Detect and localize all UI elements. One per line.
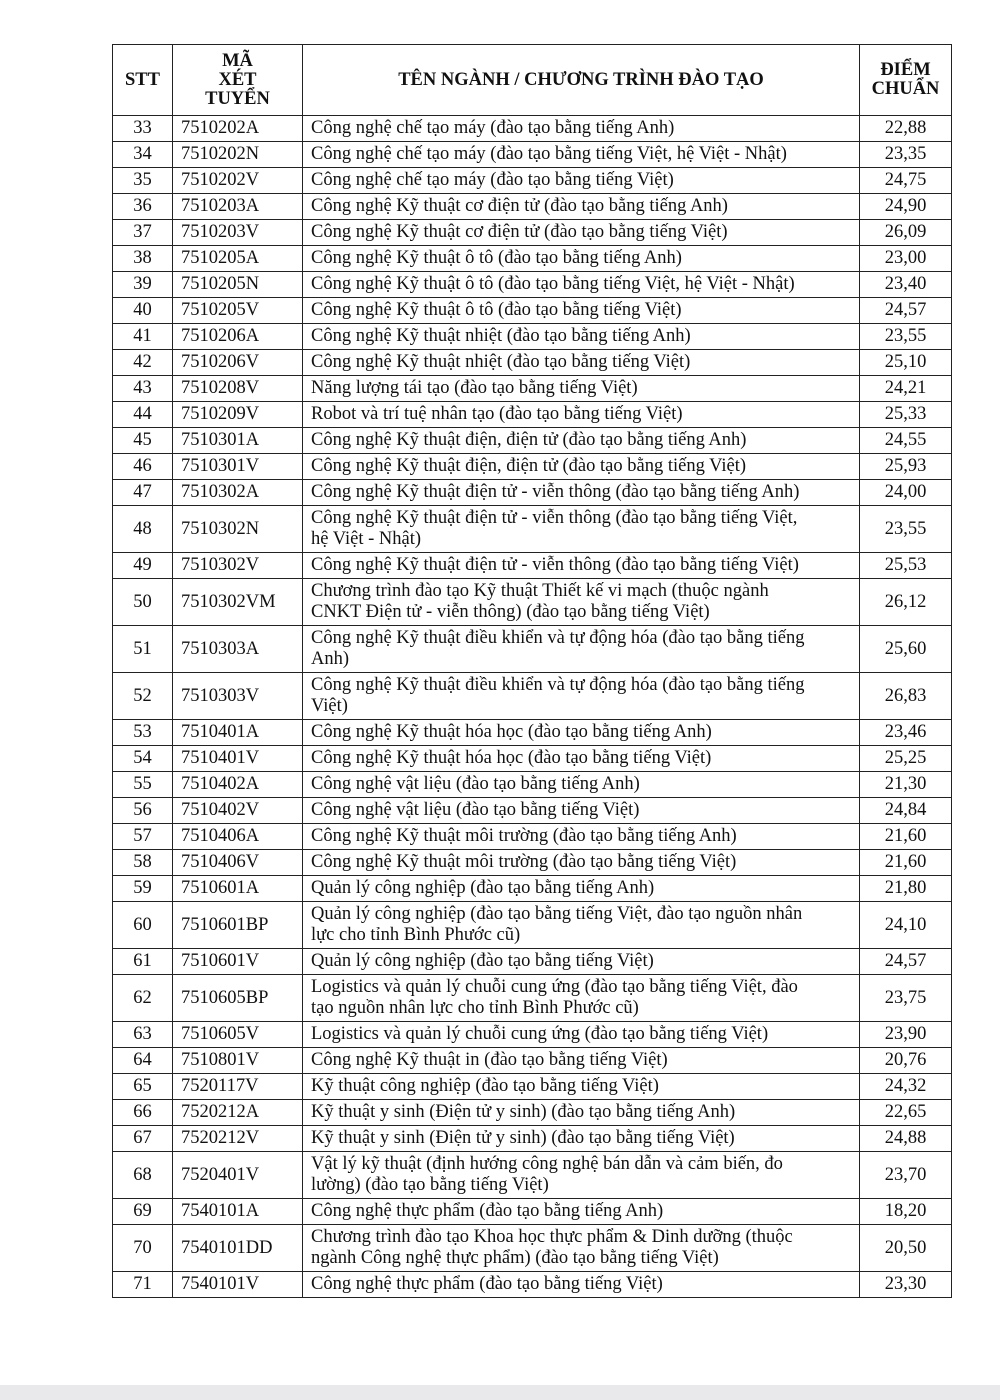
row-stt: 54: [113, 746, 173, 772]
row-score: 24,57: [860, 298, 952, 324]
row-stt: 62: [113, 975, 173, 1022]
row-score: 22,65: [860, 1100, 952, 1126]
row-code: 7510205A: [173, 246, 303, 272]
row-program: Công nghệ Kỹ thuật cơ điện tử (đào tạo bằng tiếng Việt): [303, 220, 860, 246]
row-stt: 59: [113, 876, 173, 902]
row-code: 7510303A: [173, 626, 303, 673]
row-program: Công nghệ Kỹ thuật môi trường (đào tạo bằng tiếng Việt): [303, 850, 860, 876]
row-stt: 36: [113, 194, 173, 220]
row-stt: 43: [113, 376, 173, 402]
row-score: 24,55: [860, 428, 952, 454]
row-code: 7510401V: [173, 746, 303, 772]
table-row: [113, 626, 952, 673]
row-program-line1: Công nghệ Kỹ thuật điện tử - viễn thông (đào tạo bằng tiếng Việt,: [311, 508, 798, 528]
row-stt: 49: [113, 553, 173, 579]
table-row: [113, 673, 952, 720]
row-program-line2: lường) (đào tạo bằng tiếng Việt): [311, 1175, 549, 1195]
table-row: [113, 376, 952, 402]
row-score: 25,10: [860, 350, 952, 376]
row-code: 7510303V: [173, 673, 303, 720]
table-row: [113, 506, 952, 553]
row-stt: 39: [113, 272, 173, 298]
row-code: 7510301A: [173, 428, 303, 454]
row-program: Công nghệ thực phẩm (đào tạo bằng tiếng Việt): [303, 1272, 860, 1298]
row-stt: 48: [113, 506, 173, 553]
row-program: Công nghệ chế tạo máy (đào tạo bằng tiếng Việt, hệ Việt - Nhật): [303, 142, 860, 168]
row-stt: 70: [113, 1225, 173, 1272]
row-program: Công nghệ Kỹ thuật điện, điện tử (đào tạo bằng tiếng Việt): [303, 454, 860, 480]
row-code: 7510402V: [173, 798, 303, 824]
row-stt: 64: [113, 1048, 173, 1074]
row-stt: 69: [113, 1199, 173, 1225]
row-code: 7510601V: [173, 949, 303, 975]
row-stt: 53: [113, 720, 173, 746]
row-program: [303, 579, 860, 626]
row-code: 7510205V: [173, 298, 303, 324]
row-score: 23,90: [860, 1022, 952, 1048]
row-stt: 42: [113, 350, 173, 376]
row-score: 23,46: [860, 720, 952, 746]
row-program: Công nghệ Kỹ thuật ô tô (đào tạo bằng tiếng Anh): [303, 246, 860, 272]
row-program: Năng lượng tái tạo (đào tạo bằng tiếng Việt): [303, 376, 860, 402]
table-row: [113, 824, 952, 850]
row-program: [303, 673, 860, 720]
header-program: TÊN NGÀNH / CHƯƠNG TRÌNH ĐÀO TẠO: [303, 45, 860, 116]
row-score: 24,84: [860, 798, 952, 824]
row-stt: 41: [113, 324, 173, 350]
row-stt: 50: [113, 579, 173, 626]
header-code: [173, 45, 303, 116]
row-score: 25,33: [860, 402, 952, 428]
row-program: Công nghệ Kỹ thuật nhiệt (đào tạo bằng tiếng Anh): [303, 324, 860, 350]
table-row: [113, 220, 952, 246]
table-row: [113, 1048, 952, 1074]
row-program: Kỹ thuật y sinh (Điện tử y sinh) (đào tạo bằng tiếng Anh): [303, 1100, 860, 1126]
row-score: 26,83: [860, 673, 952, 720]
row-program: Công nghệ Kỹ thuật nhiệt (đào tạo bằng tiếng Việt): [303, 350, 860, 376]
row-program: Robot và trí tuệ nhân tạo (đào tạo bằng tiếng Việt): [303, 402, 860, 428]
row-score: 23,30: [860, 1272, 952, 1298]
row-score: 25,25: [860, 746, 952, 772]
row-stt: 61: [113, 949, 173, 975]
table-row: [113, 168, 952, 194]
table-row: [113, 1225, 952, 1272]
row-program-line1: Vật lý kỹ thuật (định hướng công nghệ bán dẫn và cảm biến, đo: [311, 1154, 783, 1174]
row-program-line2: tạo nguồn nhân lực cho tỉnh Bình Phước cũ): [311, 998, 639, 1018]
row-score: 24,57: [860, 949, 952, 975]
row-score: 18,20: [860, 1199, 952, 1225]
row-score: 24,10: [860, 902, 952, 949]
row-score: 22,88: [860, 116, 952, 142]
table-body: [113, 116, 952, 1298]
table-row: [113, 975, 952, 1022]
table-row: [113, 480, 952, 506]
table-header-row: [113, 45, 952, 116]
row-code: 7510302VM: [173, 579, 303, 626]
row-program: Công nghệ chế tạo máy (đào tạo bằng tiếng Anh): [303, 116, 860, 142]
header-score: [860, 45, 952, 116]
row-score: 24,90: [860, 194, 952, 220]
header-code-line2: XÉT: [218, 69, 257, 90]
table-row: [113, 850, 952, 876]
row-program: Công nghệ Kỹ thuật điện tử - viễn thông (đào tạo bằng tiếng Anh): [303, 480, 860, 506]
row-stt: 56: [113, 798, 173, 824]
row-program: [303, 1225, 860, 1272]
table-row: [113, 194, 952, 220]
table-row: [113, 746, 952, 772]
row-program-line1: Công nghệ Kỹ thuật điều khiển và tự động hóa (đào tạo bằng tiếng: [311, 628, 805, 648]
row-code: 7510601A: [173, 876, 303, 902]
row-score: 23,55: [860, 324, 952, 350]
table-row: [113, 949, 952, 975]
table-row: [113, 298, 952, 324]
row-stt: 45: [113, 428, 173, 454]
row-program: Công nghệ thực phẩm (đào tạo bằng tiếng Anh): [303, 1199, 860, 1225]
row-program-line1: Công nghệ Kỹ thuật điều khiển và tự động hóa (đào tạo bằng tiếng: [311, 675, 805, 695]
row-score: 23,55: [860, 506, 952, 553]
row-stt: 40: [113, 298, 173, 324]
row-stt: 68: [113, 1152, 173, 1199]
table-row: [113, 772, 952, 798]
row-score: 25,60: [860, 626, 952, 673]
row-program-line1: Logistics và quản lý chuỗi cung ứng (đào tạo bằng tiếng Việt, đào: [311, 977, 798, 997]
table-row: [113, 428, 952, 454]
table-row: [113, 1074, 952, 1100]
row-program-line2: hệ Việt - Nhật): [311, 529, 422, 549]
row-program-line2: ngành Công nghệ thực phẩm) (đào tạo bằng tiếng Việt): [311, 1248, 719, 1268]
row-program: [303, 506, 860, 553]
row-stt: 33: [113, 116, 173, 142]
row-program: Công nghệ Kỹ thuật ô tô (đào tạo bằng tiếng Việt): [303, 298, 860, 324]
row-code: 7510202N: [173, 142, 303, 168]
row-code: 7520117V: [173, 1074, 303, 1100]
table-row: [113, 553, 952, 579]
row-score: 23,70: [860, 1152, 952, 1199]
row-stt: 44: [113, 402, 173, 428]
table-row: [113, 350, 952, 376]
row-score: 23,40: [860, 272, 952, 298]
row-code: 7540101A: [173, 1199, 303, 1225]
row-code: 7510208V: [173, 376, 303, 402]
row-program: Công nghệ Kỹ thuật hóa học (đào tạo bằng tiếng Việt): [303, 746, 860, 772]
row-code: 7510302V: [173, 553, 303, 579]
row-stt: 65: [113, 1074, 173, 1100]
row-score: 24,75: [860, 168, 952, 194]
row-stt: 47: [113, 480, 173, 506]
row-stt: 52: [113, 673, 173, 720]
row-stt: 71: [113, 1272, 173, 1298]
row-program: Công nghệ Kỹ thuật cơ điện tử (đào tạo bằng tiếng Anh): [303, 194, 860, 220]
row-score: 25,93: [860, 454, 952, 480]
row-code: 7510601BP: [173, 902, 303, 949]
row-score: 23,75: [860, 975, 952, 1022]
row-code: 7510402A: [173, 772, 303, 798]
row-code: 7510605BP: [173, 975, 303, 1022]
row-code: 7510202A: [173, 116, 303, 142]
row-program: Công nghệ chế tạo máy (đào tạo bằng tiếng Việt): [303, 168, 860, 194]
row-program: [303, 975, 860, 1022]
row-code: 7510301V: [173, 454, 303, 480]
table-row: [113, 902, 952, 949]
row-score: 21,80: [860, 876, 952, 902]
row-program: Công nghệ vật liệu (đào tạo bằng tiếng Anh): [303, 772, 860, 798]
header-code-line3: TUYỂN: [205, 88, 270, 109]
row-program-line1: Chương trình đào tạo Kỹ thuật Thiết kế vi mạch (thuộc ngành: [311, 581, 769, 601]
row-stt: 46: [113, 454, 173, 480]
row-stt: 34: [113, 142, 173, 168]
row-stt: 66: [113, 1100, 173, 1126]
table-row: [113, 579, 952, 626]
table-row: [113, 454, 952, 480]
row-code: 7520401V: [173, 1152, 303, 1199]
row-score: 25,53: [860, 553, 952, 579]
table-row: [113, 1152, 952, 1199]
row-program: Công nghệ Kỹ thuật điện tử - viễn thông (đào tạo bằng tiếng Việt): [303, 553, 860, 579]
row-program-line2: Anh): [311, 649, 350, 669]
row-code: 7540101V: [173, 1272, 303, 1298]
row-stt: 58: [113, 850, 173, 876]
row-program: Kỹ thuật y sinh (Điện tử y sinh) (đào tạo bằng tiếng Việt): [303, 1126, 860, 1152]
row-program: Công nghệ Kỹ thuật điện, điện tử (đào tạo bằng tiếng Anh): [303, 428, 860, 454]
row-code: 7510302A: [173, 480, 303, 506]
row-program: Công nghệ Kỹ thuật in (đào tạo bằng tiếng Việt): [303, 1048, 860, 1074]
row-stt: 38: [113, 246, 173, 272]
table-row: [113, 272, 952, 298]
header-code-line1: MÃ: [222, 50, 253, 71]
row-stt: 35: [113, 168, 173, 194]
row-stt: 63: [113, 1022, 173, 1048]
row-code: 7510209V: [173, 402, 303, 428]
row-program: Quản lý công nghiệp (đào tạo bằng tiếng Anh): [303, 876, 860, 902]
row-program-line2: CNKT Điện tử - viễn thông) (đào tạo bằng tiếng Việt): [311, 602, 710, 622]
row-stt: 51: [113, 626, 173, 673]
row-code: 7510206V: [173, 350, 303, 376]
header-stt: STT: [113, 45, 173, 116]
row-code: 7510605V: [173, 1022, 303, 1048]
row-score: 23,00: [860, 246, 952, 272]
row-score: 23,35: [860, 142, 952, 168]
row-program: Logistics và quản lý chuỗi cung ứng (đào tạo bằng tiếng Việt): [303, 1022, 860, 1048]
table-row: [113, 1022, 952, 1048]
header-score-line2: CHUẨN: [871, 79, 940, 99]
table-row: [113, 1126, 952, 1152]
row-program-line1: Chương trình đào tạo Khoa học thực phẩm & Dinh dưỡng (thuộc: [311, 1227, 793, 1247]
row-program: Công nghệ Kỹ thuật môi trường (đào tạo bằng tiếng Anh): [303, 824, 860, 850]
admission-score-table: [112, 44, 952, 1298]
table-row: [113, 402, 952, 428]
row-program: Công nghệ Kỹ thuật ô tô (đào tạo bằng tiếng Việt, hệ Việt - Nhật): [303, 272, 860, 298]
row-stt: 55: [113, 772, 173, 798]
row-code: 7510203A: [173, 194, 303, 220]
table-row: [113, 246, 952, 272]
bottom-edge: [0, 1385, 1000, 1400]
row-code: 7520212V: [173, 1126, 303, 1152]
header-score-line1: ĐIỂM: [880, 60, 931, 80]
row-code: 7510203V: [173, 220, 303, 246]
row-program: Công nghệ vật liệu (đào tạo bằng tiếng Việt): [303, 798, 860, 824]
row-program-line2: Việt): [311, 696, 348, 716]
row-score: 26,12: [860, 579, 952, 626]
table-row: [113, 720, 952, 746]
table-row: [113, 1199, 952, 1225]
row-score: 21,60: [860, 824, 952, 850]
row-score: 24,88: [860, 1126, 952, 1152]
table-row: [113, 1272, 952, 1298]
table-row: [113, 798, 952, 824]
row-stt: 37: [113, 220, 173, 246]
row-score: 21,60: [860, 850, 952, 876]
row-score: 26,09: [860, 220, 952, 246]
row-code: 7510302N: [173, 506, 303, 553]
row-program: [303, 626, 860, 673]
row-code: 7510406A: [173, 824, 303, 850]
row-program: [303, 1152, 860, 1199]
row-code: 7520212A: [173, 1100, 303, 1126]
row-stt: 57: [113, 824, 173, 850]
table-row: [113, 876, 952, 902]
row-code: 7510801V: [173, 1048, 303, 1074]
row-code: 7510205N: [173, 272, 303, 298]
row-program: Quản lý công nghiệp (đào tạo bằng tiếng Việt): [303, 949, 860, 975]
table-row: [113, 142, 952, 168]
table-row: [113, 1100, 952, 1126]
row-program: Công nghệ Kỹ thuật hóa học (đào tạo bằng tiếng Anh): [303, 720, 860, 746]
row-score: 24,32: [860, 1074, 952, 1100]
row-stt: 67: [113, 1126, 173, 1152]
row-code: 7510202V: [173, 168, 303, 194]
row-code: 7540101DD: [173, 1225, 303, 1272]
table-row: [113, 116, 952, 142]
row-program: [303, 902, 860, 949]
row-code: 7510401A: [173, 720, 303, 746]
table-row: [113, 324, 952, 350]
row-score: 24,21: [860, 376, 952, 402]
row-code: 7510206A: [173, 324, 303, 350]
row-stt: 60: [113, 902, 173, 949]
row-score: 24,00: [860, 480, 952, 506]
row-program: Kỹ thuật công nghiệp (đào tạo bằng tiếng Việt): [303, 1074, 860, 1100]
row-score: 20,50: [860, 1225, 952, 1272]
row-program-line2: lực cho tỉnh Bình Phước cũ): [311, 925, 521, 945]
row-score: 21,30: [860, 772, 952, 798]
row-program-line1: Quản lý công nghiệp (đào tạo bằng tiếng Việt, đào tạo nguồn nhân: [311, 904, 803, 924]
row-score: 20,76: [860, 1048, 952, 1074]
row-code: 7510406V: [173, 850, 303, 876]
